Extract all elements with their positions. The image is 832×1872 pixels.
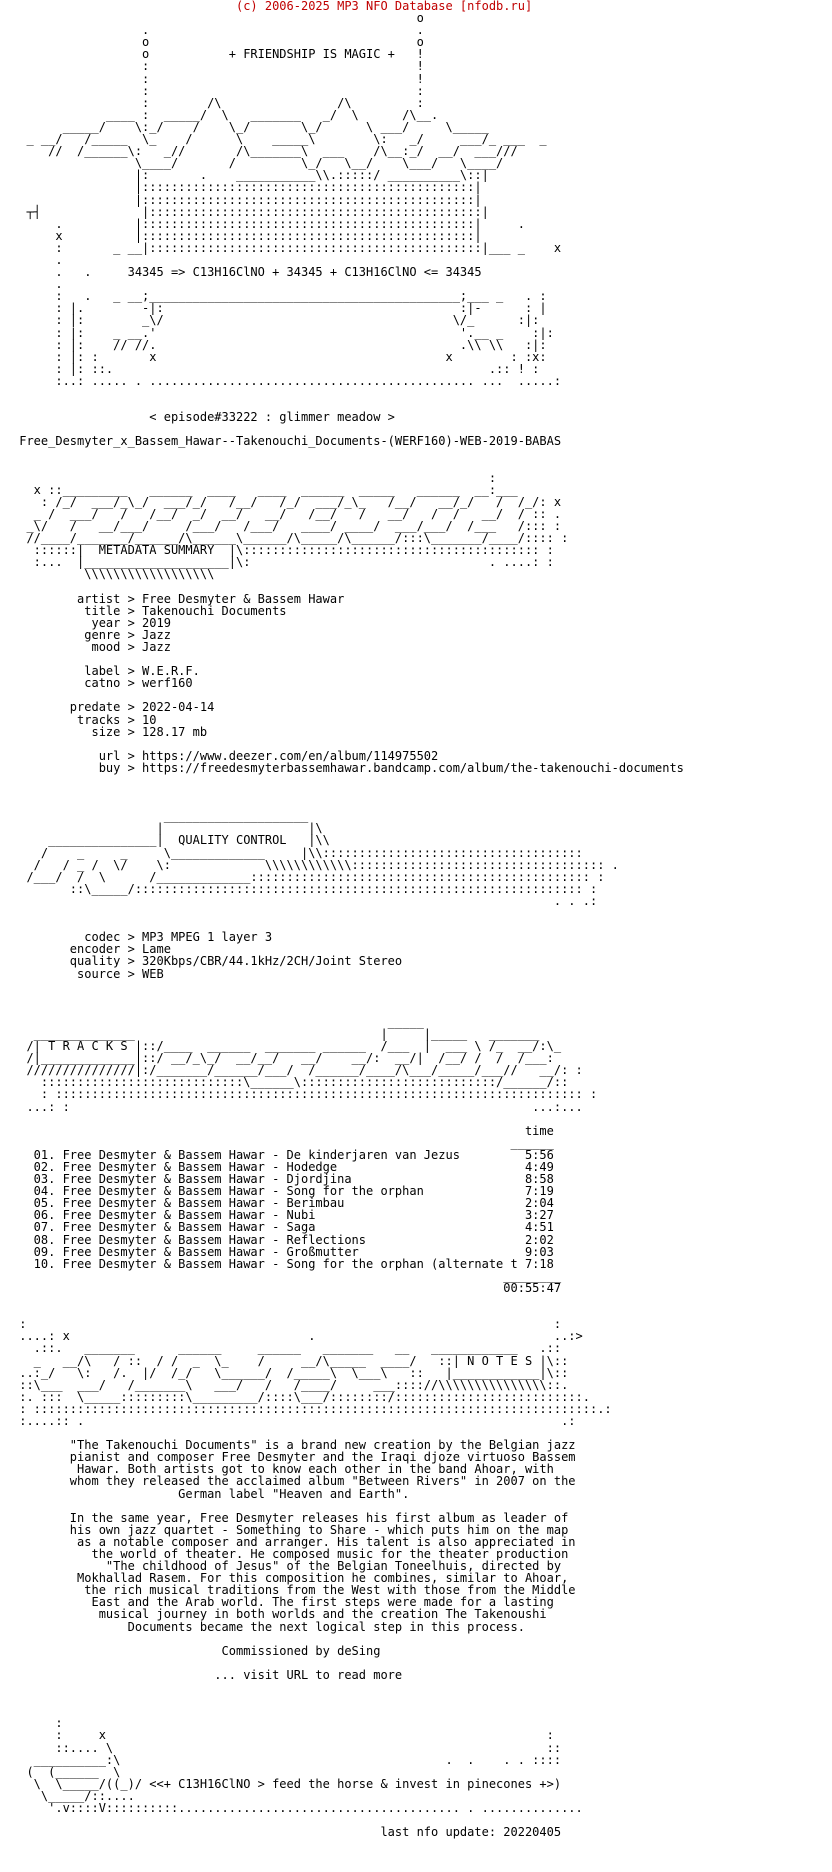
nfo-line: _ __/ /_____ \_ / \ _____\ \: _/ ___/_ ___ _ bbox=[12, 132, 547, 147]
nfo-line: source > WEB bbox=[12, 966, 164, 981]
nfo-line: year > 2019 bbox=[12, 615, 171, 630]
nfo-line: Mokhallad Rasem. For this composition he combines, similar to Ahoar, bbox=[12, 1571, 569, 1586]
nfo-line: o o bbox=[12, 35, 424, 50]
nfo-line: __________:\ . . . . :::: bbox=[12, 1752, 562, 1767]
nfo-line: : |: ::. .:: ! : bbox=[12, 361, 540, 376]
nfo-line: ______________ | |_____ _______ bbox=[12, 1026, 540, 1041]
nfo-line: his own jazz quartet - Something to Share - which puts him on the map bbox=[12, 1522, 569, 1537]
nfo-line: :... |____________________|\: . ....: : bbox=[12, 555, 554, 570]
nfo-line: 09. Free Desmyter & Bassem Hawar - Großmutter 9:03 bbox=[12, 1244, 554, 1259]
nfo-line: : : bbox=[12, 1317, 562, 1332]
nfo-line: : ! bbox=[12, 71, 424, 86]
nfo-line: label > W.E.R.F. bbox=[12, 664, 200, 679]
nfo-line: : ::::::::::::::::::::::::::::::::::::::::::::::::::::::::::::::::::::::::: : bbox=[12, 1087, 598, 1102]
nfo-line: East and the Arab world. The first steps were made for a lasting bbox=[12, 1595, 554, 1610]
nfo-line: o + FRIENDSHIP IS MAGIC + ! bbox=[12, 47, 424, 62]
nfo-line: _ / ___/ / /__/ _/ __/ __/ /__/ / __/ / / __/ / :: . bbox=[12, 506, 562, 521]
nfo-line: / _ _ \_____________ |\\:::::::::::::::::::::::::::::::::::: bbox=[12, 845, 583, 860]
nfo-line: Documents became the next logical step in this process. bbox=[12, 1619, 525, 1634]
nfo-line: :....:: . .: bbox=[12, 1413, 576, 1428]
nfo-line: . . 34345 => C13H16ClNO + 34345 + C13H16ClNO <= 34345 bbox=[12, 265, 482, 280]
nfo-line: ::\_____/:::::::::::::::::::::::::::::::::::::::::::::::::::::::::::::: : bbox=[12, 881, 598, 896]
nfo-line: : ::::::::::::::::::::::::::::::::::::::::::::::::::::::::::::::::::::::::::::::.: bbox=[12, 1401, 612, 1416]
nfo-line: ....: x . ..:> bbox=[12, 1329, 583, 1344]
nfo-line: 10. Free Desmyter & Bassem Hawar - Song for the orphan (alternate t 7:18 bbox=[12, 1256, 554, 1271]
nfo-line: ... visit URL to read more bbox=[12, 1667, 403, 1682]
nfo-line: . bbox=[12, 252, 63, 267]
nfo-line: x |::::::::::::::::::::::::::::::::::::::::::::::| bbox=[12, 228, 482, 243]
nfo-line: the rich musical traditions from the West with those from the Middle bbox=[12, 1583, 576, 1598]
nfo-line: : bbox=[12, 470, 497, 485]
nfo-line: .::. _______ ______ ______ _______ __ ____________ .:: bbox=[12, 1341, 562, 1356]
nfo-line: ____ : _____/ \ _______ _/ \ /\__. bbox=[12, 107, 439, 122]
nfo-line: Commissioned by deSing bbox=[12, 1643, 381, 1658]
nfo-line: codec > MP3 MPEG 1 layer 3 bbox=[12, 930, 273, 945]
nfo-line: ///////////////|:/_______/______/___/ /______/____/\___/_____/___// __/: : bbox=[12, 1063, 583, 1078]
nfo-line: url > https://www.deezer.com/en/album/114975502 bbox=[12, 748, 439, 763]
nfo-line: encoder > Lame bbox=[12, 942, 171, 957]
nfo-line: \\\\\\\\\\\\\\\\\\ bbox=[12, 567, 215, 582]
nfo-line: : ! bbox=[12, 59, 424, 74]
nfo-line: //____/_______/______/\______\______/\_____/\______/:::\_______/____/:::: : bbox=[12, 531, 569, 546]
nfo-line: :. ::: \_____:::::::::\_________/::::\___/::::::::/::::::::::::::::::::::::::. bbox=[12, 1389, 590, 1404]
nfo-line: buy > https://freedesmyterbassemhawar.bandcamp.com/album/the-takenouchi-documents bbox=[12, 760, 684, 775]
nfo-line: catno > werf160 bbox=[12, 676, 193, 691]
nfo-line: : |: : x x : :x: bbox=[12, 349, 547, 364]
nfo-line: : /\ /\ : bbox=[12, 95, 424, 110]
nfo-line: x ::_________ ______ ____ ____ ______ _____ ______ __:___ bbox=[12, 482, 518, 497]
nfo-line: '.v::::V::::::::::....................................... . .............. bbox=[12, 1800, 583, 1815]
nfo-line: In the same year, Free Desmyter releases his first album as leader of bbox=[12, 1510, 569, 1525]
nfo-line: ::\___ ___/ /_______\ ___/ / /____/ ___:::://\\\\\\\\\\\\\\\::. bbox=[12, 1377, 569, 1392]
nfo-line: ::.... \ :: bbox=[12, 1740, 562, 1755]
nfo-line: : : bbox=[12, 83, 424, 98]
nfo-line: 02. Free Desmyter & Bassem Hawar - Hodedge 4:49 bbox=[12, 1160, 554, 1174]
copyright-line[interactable]: (c) 2006-2025 MP3 NFO Database [nfodb.ru] bbox=[12, 0, 533, 13]
nfo-line: o bbox=[12, 11, 424, 26]
nfo-line: : |: // //. .\\ \\ :|: bbox=[12, 337, 547, 352]
nfo-line: 08. Free Desmyter & Bassem Hawar - Reflections 2:02 bbox=[12, 1232, 554, 1247]
nfo-line: 05. Free Desmyter & Bassem Hawar - Berimbau 2:04 bbox=[12, 1196, 554, 1211]
nfo-line: _______________| QUALITY CONTROL |\\ bbox=[12, 833, 330, 848]
nfo-line: . bbox=[12, 277, 63, 292]
nfo-body bbox=[12, 11, 684, 1839]
nfo-line: 07. Free Desmyter & Bassem Hawar - Saga 4:51 bbox=[12, 1220, 554, 1235]
nfo-line: : |. -|: :|- : | bbox=[12, 301, 547, 316]
nfo-line: : /_/ ___/_\_/ ___/_/ /__/ /_/ ___/_\_ /__/ __/_/ / /_/: x bbox=[12, 494, 562, 509]
nfo-line: 00:55:47 bbox=[12, 1280, 562, 1295]
nfo-line: ________ bbox=[12, 1268, 562, 1283]
nfo-line: title > Takenouchi Documents bbox=[12, 603, 287, 618]
nfo-line: mood > Jazz bbox=[12, 639, 171, 654]
nfo-line: tracks > 10 bbox=[12, 712, 157, 727]
nfo-line: : x : bbox=[12, 1728, 554, 1743]
nfo-line: artist > Free Desmyter & Bassem Hawar bbox=[12, 591, 345, 606]
nfo-line: . . bbox=[12, 23, 424, 38]
nfo-line: ( (______ \ bbox=[12, 1764, 121, 1779]
nfo-line: . |::::::::::::::::::::::::::::::::::::::::::::::| . bbox=[12, 216, 525, 231]
nfo-line: ...: : ...:... bbox=[12, 1099, 583, 1114]
nfo-line: whom they released the acclaimed album "Between Rivers" in 2007 on the bbox=[12, 1474, 576, 1489]
nfo-line: 01. Free Desmyter & Bassem Hawar - De kinderjaren van Jezus 5:56 bbox=[12, 1147, 554, 1162]
nfo-line: :..: ..... . ............................................. ... .....: bbox=[12, 373, 562, 388]
nfo-line: predate > 2022-04-14 bbox=[12, 700, 215, 715]
nfo-line: "The Takenouchi Documents" is a brand new creation by the Belgian jazz bbox=[12, 1438, 576, 1453]
nfo-line: genre > Jazz bbox=[12, 627, 171, 642]
nfo-line: : _ __|::::::::::::::::::::::::::::::::::::::::::::::|___ _ x bbox=[12, 240, 562, 255]
nfo-line: 06. Free Desmyter & Bassem Hawar - Nubi 3:27 bbox=[12, 1208, 554, 1223]
nfo-line: ..:_/ \: /. |/ /_/ \______/ /_____\ \___\ :: |____________|\:: bbox=[12, 1365, 569, 1380]
nfo-line: : |: _ __.' '.__ _ :|: bbox=[12, 325, 554, 340]
nfo-line: "The childhood of Jesus" of the Belgian Toneelhuis, directed by bbox=[12, 1559, 562, 1574]
nfo-line: _\/ / __/___/ /___/ /___/ ____/ ____/ ___/___/ /___ /::: : bbox=[12, 519, 562, 534]
nfo-line: _____ bbox=[12, 1014, 424, 1029]
nfo-line: /| T R A C K S |::/____ ______ _______ ______ /___ | ___ \ /_ __/:\_ bbox=[12, 1039, 562, 1054]
nfo-line: Hawar. Both artists got to know each other in the band Ahoar, with bbox=[12, 1462, 554, 1477]
nfo-line: pianist and composer Free Desmyter and the Iraqi djoze virtuoso Bassem bbox=[12, 1450, 576, 1465]
nfo-line: \ \_____/((_)/ <<+ C13H16ClNO > feed the horse & invest in pinecones +>) bbox=[12, 1776, 562, 1791]
nfo-line: last nfo update: 20220405 bbox=[12, 1825, 562, 1840]
nfo-line: musical journey in both worlds and the creation The Takenoushi bbox=[12, 1607, 547, 1622]
nfo-line: \_____/::.... bbox=[12, 1788, 135, 1803]
nfo-line: quality > 320Kbps/CBR/44.1kHz/2CH/Joint Stereo bbox=[12, 954, 403, 969]
nfo-line: 04. Free Desmyter & Bassem Hawar - Song for the orphan 7:19 bbox=[12, 1184, 554, 1199]
nfo-line: ::::::| METADATA SUMMARY |\::::::::::::::::::::::::::::::::::::::::: : bbox=[12, 543, 554, 558]
nfo-line: \____/ / \_/ \__/ \___/ \____/ bbox=[12, 156, 504, 171]
nfo-line: Free_Desmyter_x_Bassem_Hawar--Takenouchi_Documents-(WERF160)-WEB-2019-BABAS bbox=[12, 434, 562, 449]
nfo-line: // /______\: _// /\_______\ ___ /\__:_/ __/ ___/// bbox=[12, 144, 518, 159]
nfo-line: size > 128.17 mb bbox=[12, 724, 208, 739]
nfo-line: time bbox=[12, 1123, 554, 1138]
nfo-line: German label "Heaven and Earth". bbox=[12, 1486, 410, 1501]
nfo-line: _ __/\ / :: / / _ \_ / __/\_____ ____/ ::| N O T E S |\:: bbox=[12, 1353, 569, 1368]
nfo-line: |: . ___________\\.:::::/ __________\::| bbox=[12, 168, 489, 183]
nfo-line: : bbox=[12, 1716, 63, 1731]
nfo-line: : |: _\/ \/_ :|: bbox=[12, 313, 540, 328]
nfo-line: |::::::::::::::::::::::::::::::::::::::::::::::| bbox=[12, 192, 482, 207]
nfo-line: ::::::::::::::::::::::::::::\______\:::::::::::::::::::::::::::/______/:: bbox=[12, 1075, 569, 1090]
nfo-line: . . .: bbox=[12, 893, 598, 908]
nfo-line: | |\ bbox=[12, 821, 323, 836]
nfo-line: 03. Free Desmyter & Bassem Hawar - Djordjina 8:58 bbox=[12, 1172, 554, 1187]
nfo-line: < episode#33222 : glimmer meadow > bbox=[12, 410, 395, 425]
nfo-line: ┬┤ |::::::::::::::::::::::::::::::::::::::::::::::| bbox=[12, 204, 489, 219]
nfo-line: ____________________ bbox=[12, 809, 309, 824]
nfo-line: ______ bbox=[12, 1135, 554, 1150]
nfo-line: the world of theater. He composed music for the theater production bbox=[12, 1547, 569, 1561]
nfo-line: / / _ / \/ \: \\\\\\\\\\\\::::::::::::::::::::::::::::::::::: . bbox=[12, 857, 619, 872]
nfo-line: as a notable composer and arranger. His talent is also appreciated in bbox=[12, 1534, 576, 1549]
nfo-line: : . _ __;___________________________________________;___ _ . : bbox=[12, 289, 547, 304]
nfo-line: /|_____________|::/ __/_\_/ __/__/ __/ __/: __/| /__/ / / /___: bbox=[12, 1051, 554, 1066]
nfo-line: |::::::::::::::::::::::::::::::::::::::::::::::| bbox=[12, 180, 482, 195]
nfo-line: _____/ \:_/ / \_/ \_/ \ ___/ \_____ bbox=[12, 119, 489, 134]
nfo-line: /___/ / \ /_____________::::::::::::::::::::::::::::::::::::::::::::::: : bbox=[12, 869, 605, 884]
